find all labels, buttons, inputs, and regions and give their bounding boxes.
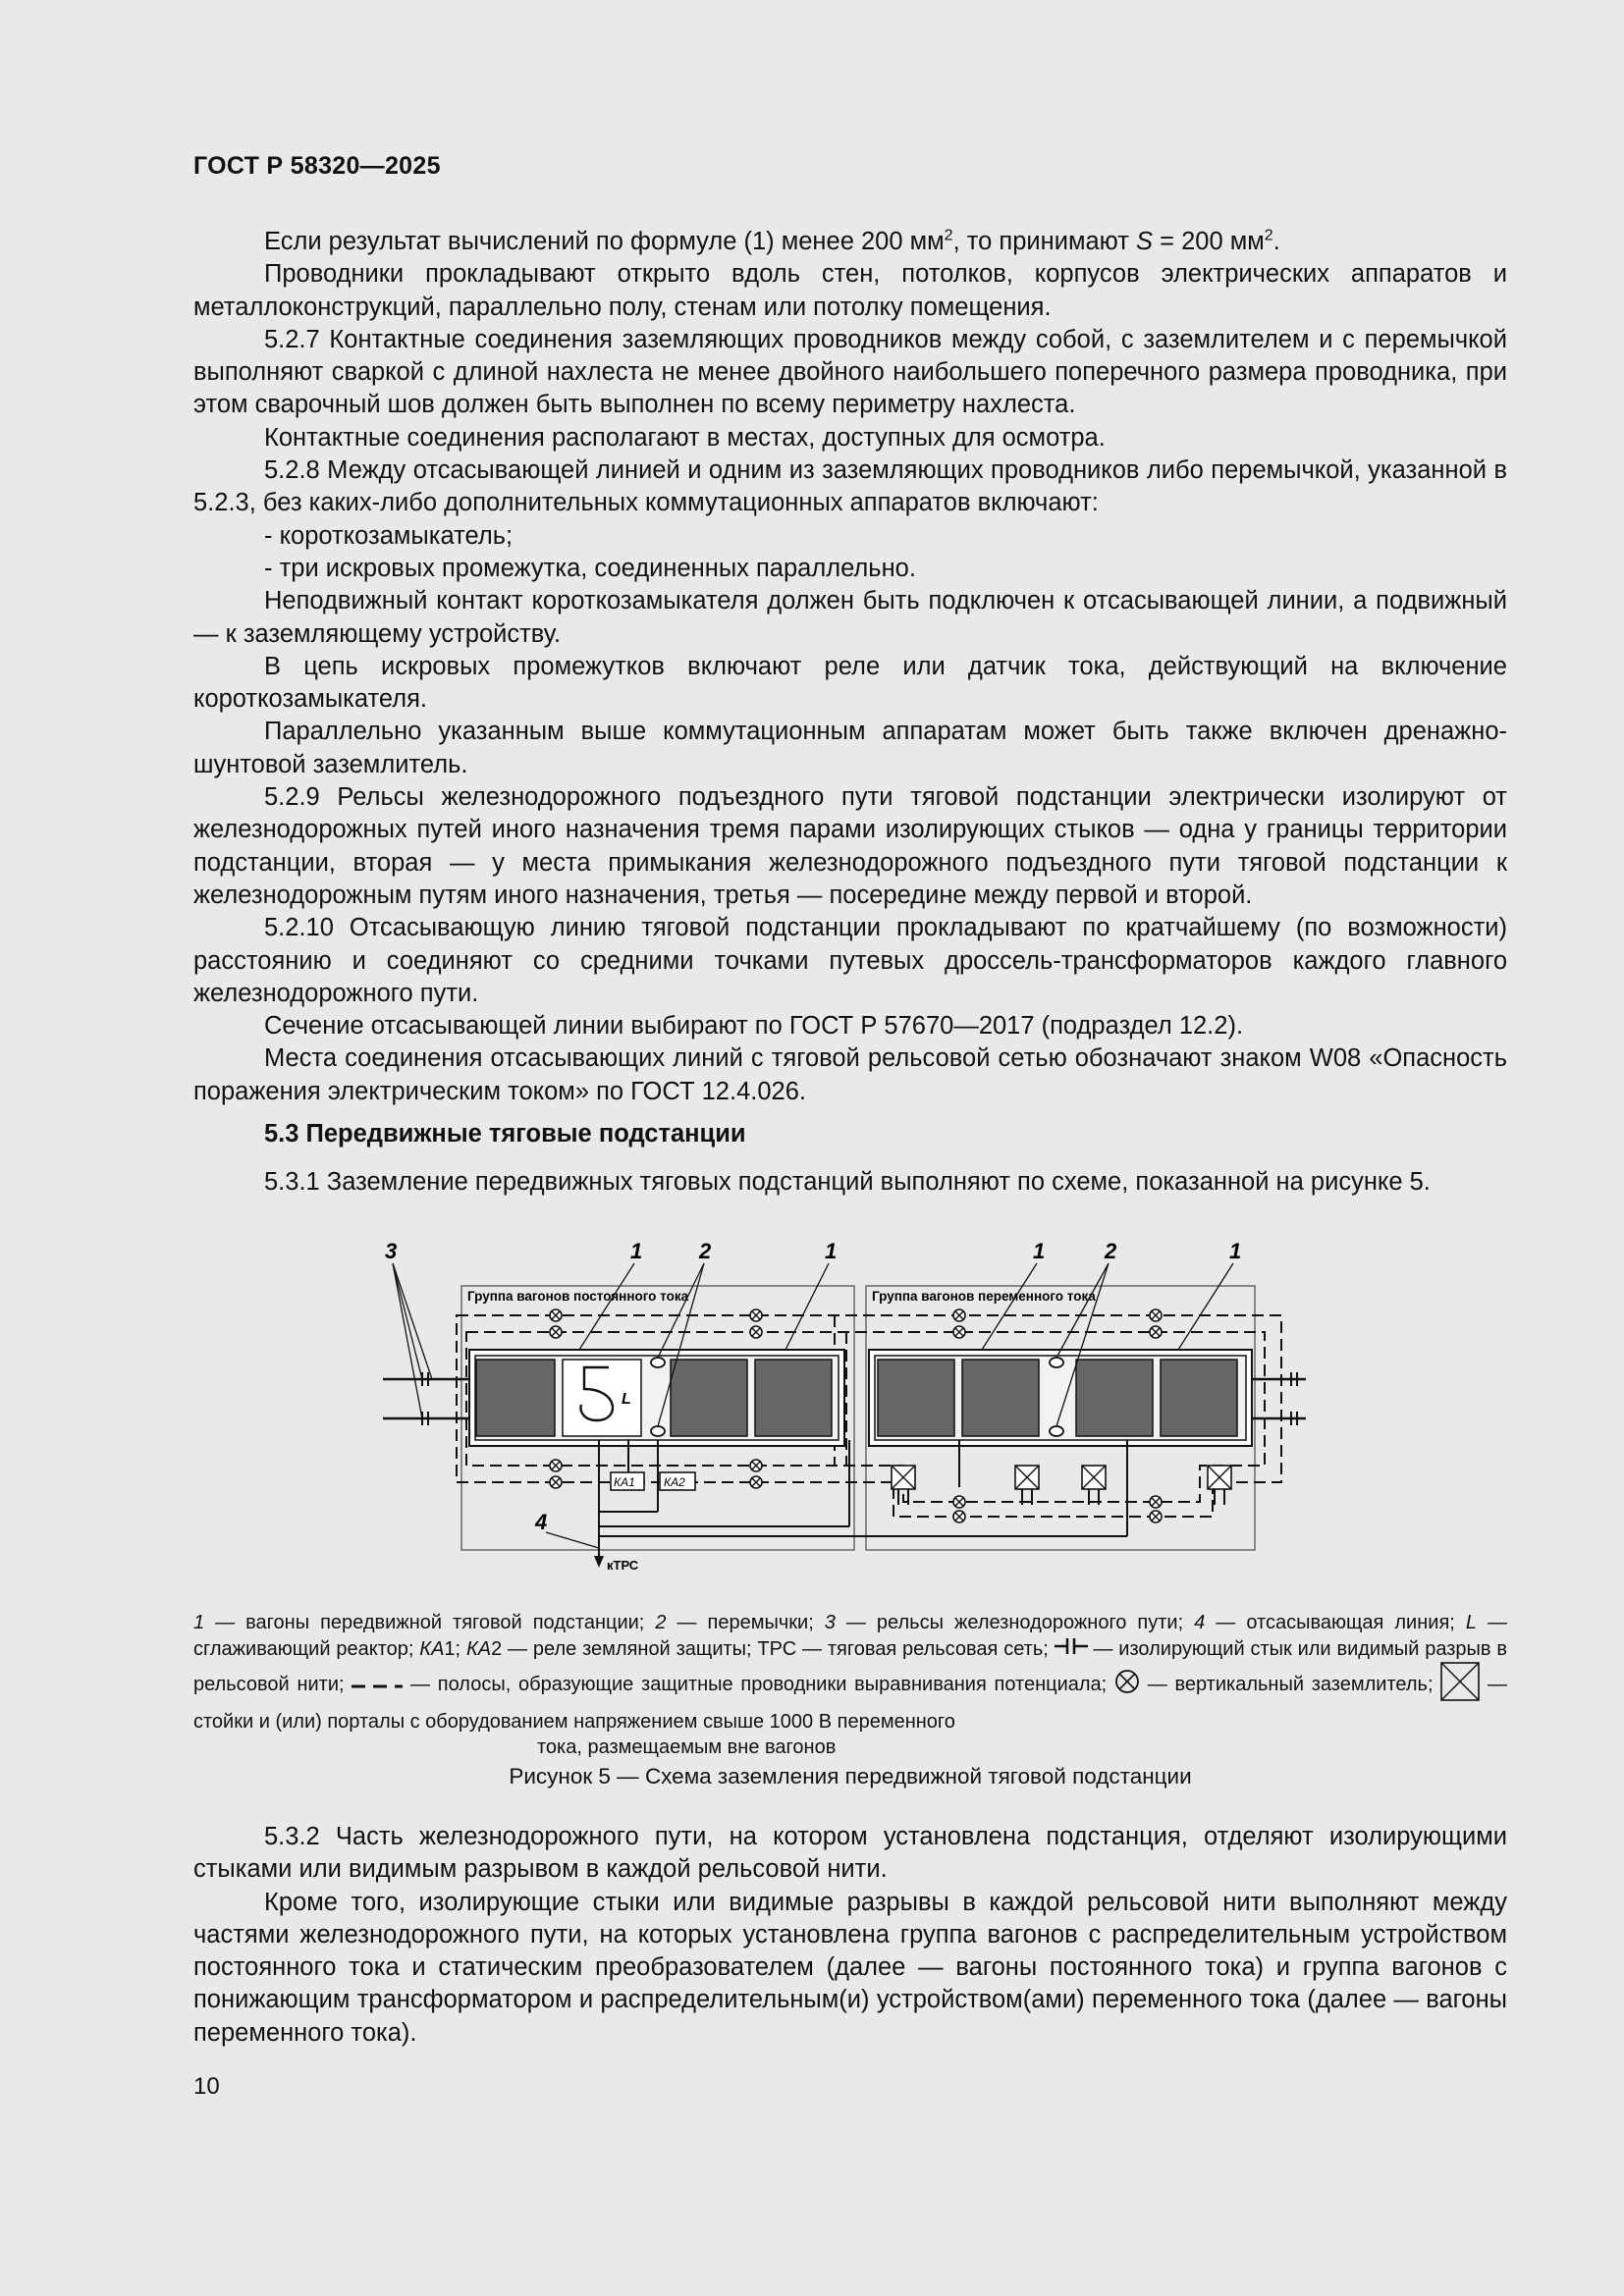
paragraph: 5.3.1 Заземление передвижных тяговых подстанций выполняют по схеме, показанной на рисунке 5. [264,1168,1431,1197]
list-item: - три искровых промежутка, соединенных параллельно. [264,554,916,582]
svg-text:2: 2 [699,1239,712,1263]
paragraph: 5.2.7 Контактные соединения заземляющих проводников между собой, с заземлителем и с перемычкой выполняют сваркой с длиной нахлеста не менее двойного наибольшего поперечного размера проводника, при этом сварочный шов должен быть выполнен по всему периметру нахлеста. [193,325,1507,419]
paragraph: 5.2.8 Между отсасывающей линией и одним из заземляющих проводников либо перемычкой, указанной в 5.2.3, без каких-либо дополнительных коммутационных аппаратов включают: [193,456,1507,517]
body-text-lower [193,1821,1507,2050]
figure-caption: Рисунок 5 — Схема заземления передвижной тяговой подстанции [509,1764,1192,1789]
paragraph: Проводники прокладывают открыто вдоль стен, потолков, корпусов электрических аппаратов и металлоконструкций, параллельно полу, стенам или потолку помещения. [193,260,1507,321]
body-text-upper [193,226,1507,1200]
paragraph: 5.2.9 Рельсы железнодорожного подъездного пути тяговой подстанции электрически изолируют от железнодорожных путей иного назначения тремя парами изолирующих стыков — одна у границы территории подстанции, вторая — у места примыкания железнодорожного подъездного пути тяговой подстанции к железнодорожным путям иного назначения, третья — посередине между первой и второй. [193,783,1507,909]
paragraph: Контактные соединения располагают в местах, доступных для осмотра. [264,423,1106,452]
earth-electrode-icon [1114,1669,1140,1702]
paragraph: 5.2.10 Отсасывающую линию тяговой подстанции прокладывают по кратчайшему (по возможности) расстоянию и соединяют со средними точками путевых дроссель-трансформаторов каждого главного железнодорожного пути. [193,914,1507,1007]
list-item: - короткозамыкатель; [264,521,514,550]
svg-text:1: 1 [1229,1239,1242,1263]
equipment-stand-icon [1440,1662,1480,1709]
relay-ka2-label: КА2 [664,1475,685,1489]
relay-ka1-label: КА1 [614,1475,635,1489]
document-header: ГОСТ Р 58320—2025 [193,152,441,180]
paragraph: Если результат вычислений по формуле (1) менее 200 $мм^2$, то принимают S = 200 $мм^2$. [264,227,1280,255]
svg-text:2: 2 [1105,1239,1117,1263]
return-arrow [594,1556,604,1568]
paragraph: Сечение отсасывающей линии выбирают по ГОСТ Р 57670—2017 (подраздел 12.2). [264,1012,1244,1041]
group-label-ac: Группа вагонов переменного тока [872,1289,1096,1304]
svg-text:1: 1 [1033,1239,1046,1263]
svg-text:4: 4 [535,1510,548,1534]
group-label-dc: Группа вагонов постоянного тока [467,1289,689,1304]
svg-text:3: 3 [385,1239,398,1263]
reactor-label: L [622,1391,631,1408]
dashed-strip-icon [352,1673,403,1699]
svg-text:1: 1 [825,1239,838,1263]
paragraph: Параллельно указанным выше коммутационным аппаратам может быть также включен дренажно-шунтовой заземлитель. [193,718,1507,778]
trs-label: кТРС [607,1558,639,1573]
equipment-stands [892,1466,1231,1505]
svg-text:1: 1 [630,1239,643,1263]
section-heading: 5.3 Передвижные тяговые подстанции [264,1120,746,1148]
grounding-diagram [373,1232,1306,1575]
paragraph: Места соединения отсасывающих линий с тяговой рельсовой сетью обозначают знаком W08 «Опасность поражения электрическим током» по ГОСТ 12.4.026. [193,1044,1507,1105]
return-line [599,1440,1127,1556]
paragraph: Неподвижный контакт короткозамыкателя должен быть подключен к отсасывающей линии, а подвижный — к заземляющему устройству. [193,587,1507,648]
paragraph: 5.3.2 Часть железнодорожного пути, на котором установлена подстанция, отделяют изолирующими стыками или видимым разрывом в каждой рельсовой нити. [193,1823,1507,1884]
paragraph: Кроме того, изолирующие стыки или видимые разрывы в каждой рельсовой нити выполняют между частями железнодорожного пути, на которых установлена группа вагонов с распределительным устройством постоянного тока и статическим преобразователем (далее — вагоны постоянного тока) и группа вагонов с понижающим трансформатором и распределительным(и) устройством(ами) переменного тока (далее — вагоны переменного тока). [193,1888,1507,2047]
figure-legend: 1 — вагоны передвижной тяговой подстанции; 2 — перемычки; 3 — рельсы железнодорожного пути; 4 — отсасывающая линия; L — сглаживающий реактор; КА1; КА2 — реле земляной защиты; ТРС — тяговая рельсовая сеть; — изолирующий стык или видимый разрыв в рельсовой нити; — полосы, образующие защитные проводники выравнивания потенциала; — вертикальный заземлитель; — стойки и (или) порталы с оборудованием напряжением свыше 1000 В переменного тока, размещаемым вне вагонов [193,1612,1508,1759]
car-blocks [476,1360,1237,1436]
insulating-joint-icon [1055,1636,1088,1663]
paragraph: В цепь искровых промежутков включают реле или датчик тока, действующий на включение короткозамыкателя. [193,652,1507,714]
page-number: 10 [193,2073,220,2100]
